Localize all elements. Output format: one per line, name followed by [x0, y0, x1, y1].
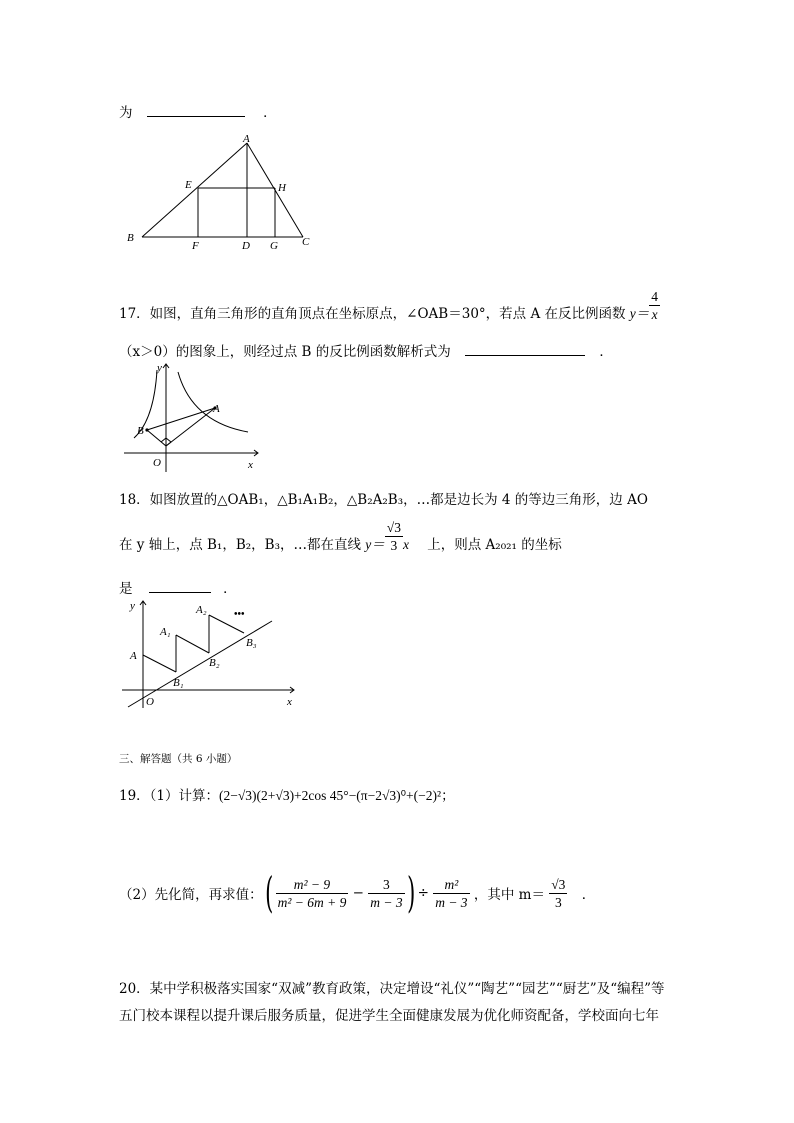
- fraction-3: [433, 876, 469, 911]
- divide-sign: ÷: [417, 885, 429, 901]
- q17-frac-den: x: [651, 307, 658, 322]
- q18-frac-den: 3: [390, 538, 398, 553]
- q19-part1: [119, 784, 455, 804]
- label-B: B: [137, 425, 144, 437]
- q17-line2: [119, 340, 613, 360]
- label-A: A: [213, 403, 220, 415]
- figure-q16-triangle: [120, 132, 320, 257]
- q20-line2: 五门校本课程以提升课后服务质量，促进学生全面健康发展为优化师资配备，学校面向七年: [119, 1008, 659, 1024]
- q17-text: 17．如图，直角三角形的直角顶点在坐标原点，∠OAB＝30°，若点 A 在反比例函数: [119, 306, 626, 322]
- label-A1: A₁: [160, 626, 171, 638]
- q18-line2: [119, 520, 562, 554]
- axis-x-label: x: [248, 459, 253, 471]
- q17-line1: [119, 289, 660, 323]
- q18-text3: 是: [119, 581, 133, 597]
- q18-line1: 18．如图放置的△OAB₁，△B₁A₁B₂，△B₂A₂B₃，…都是边长为 4 的等边三角形，边 AO: [119, 492, 648, 508]
- label-O: O: [153, 457, 161, 469]
- label-B1: B₁: [173, 677, 184, 689]
- label-D: D: [242, 240, 250, 252]
- q20-line1: 20．某中学积极落实国家“双减”教育政策，决定增设“礼仪”“陶艺”“园艺”“厨艺”及“编程”等: [119, 981, 665, 997]
- label-E: E: [185, 179, 192, 191]
- q18-text2b: 上，则点 A₂₀₂₁ 的坐标: [427, 537, 562, 553]
- label-G: G: [270, 240, 278, 252]
- fraction-2-den: m − 3: [370, 894, 403, 910]
- point-B: [145, 428, 148, 431]
- label-F: F: [192, 240, 199, 252]
- q19-part2: [119, 868, 596, 917]
- axis-y-label: y: [157, 362, 162, 374]
- q18-answer-blank[interactable]: [149, 592, 211, 593]
- minus-sign: −: [352, 885, 364, 901]
- q16-period: ．: [263, 105, 277, 121]
- axis-y-label: y: [130, 600, 135, 612]
- section-heading: 三、解答题（共 6 小题）: [119, 753, 238, 765]
- q19-part1-expression: (2−√3)(2+√3)+2cos 45°−(π−2√3)⁰+(−2)²；: [219, 788, 455, 803]
- q16-prefix: 为: [119, 105, 133, 121]
- figure-q18-triangles: [120, 597, 305, 712]
- q18-text2a: 在 y 轴上，点 B₁，B₂，B₃，…都在直线: [119, 537, 361, 553]
- m-value-num: √3: [551, 876, 566, 892]
- label-H: H: [278, 182, 286, 194]
- right-paren: ): [407, 868, 416, 917]
- q18-y-eq: y＝: [365, 537, 385, 552]
- left-paren: (: [264, 868, 274, 917]
- fraction-2-num: 3: [368, 876, 404, 894]
- label-A: A: [130, 650, 137, 662]
- label-A: A: [243, 133, 250, 145]
- q19-part1-label: 19．（1）计算：: [119, 788, 220, 804]
- label-B3: B₃: [246, 637, 257, 649]
- axis-x-label: x: [287, 696, 292, 708]
- label-B2: B₂: [209, 657, 220, 669]
- q17-period: ．: [599, 344, 613, 360]
- label-B: B: [127, 232, 134, 244]
- label-O: O: [146, 696, 154, 708]
- q17-text2: （x＞0）的图象上，则经过点 B 的反比例函数解析式为: [119, 344, 451, 360]
- m-value-den: 3: [554, 894, 562, 910]
- q16-answer-line: [119, 101, 277, 121]
- label-C: C: [302, 236, 310, 248]
- label-A2: A₂: [196, 604, 207, 616]
- q18-fraction: [385, 519, 403, 554]
- q18-frac-num: √3: [386, 520, 401, 535]
- q17-fraction: [649, 288, 660, 323]
- ellipsis-dots: •••: [234, 609, 245, 620]
- q19-period: ．: [581, 887, 596, 903]
- q18-period: ．: [223, 581, 237, 597]
- q17-answer-blank[interactable]: [465, 355, 585, 356]
- fraction-1-num: m² − 9: [276, 876, 349, 894]
- fraction-1: [276, 876, 349, 911]
- m-value-fraction: [549, 876, 567, 911]
- q19-part2-label: （2）先化简，再求值：: [119, 887, 263, 903]
- fraction-3-den: m − 3: [435, 894, 468, 910]
- fraction-3-num: m²: [433, 876, 469, 894]
- q16-answer-blank[interactable]: [147, 116, 245, 117]
- figure-q17-hyperbola: [120, 360, 270, 475]
- q17-y-eq: y＝: [629, 306, 650, 321]
- q19-where-text: ，其中 m＝: [473, 887, 545, 903]
- fraction-1-den: m² − 6m + 9: [277, 894, 347, 910]
- fraction-2: [368, 876, 404, 911]
- q18-line3: [119, 577, 237, 597]
- q17-frac-num: 4: [651, 289, 659, 304]
- q18-x-var: x: [402, 537, 409, 552]
